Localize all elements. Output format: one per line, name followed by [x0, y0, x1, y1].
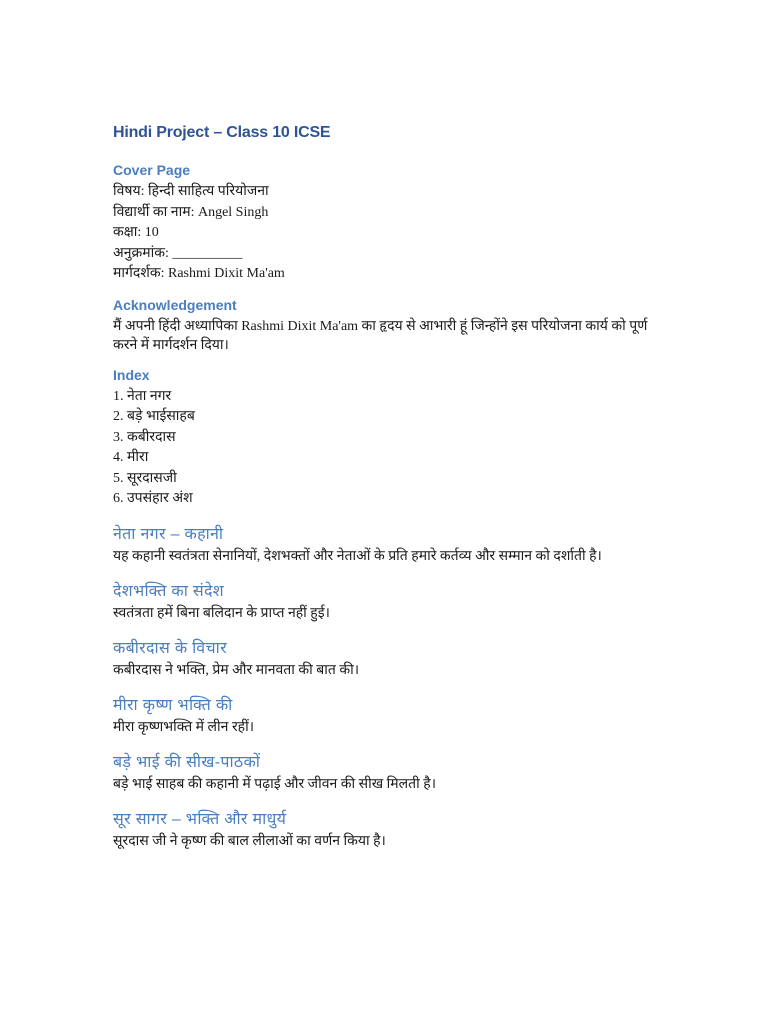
acknowledgement-heading: Acknowledgement	[113, 296, 237, 313]
chapter-section	[113, 693, 658, 737]
index-item: 5. सूरदासजी	[113, 470, 177, 486]
chapter-text: बड़े भाई साहब की कहानी में पढ़ाई और जीवन की सीख मिलती है।	[113, 776, 437, 792]
cover-section	[113, 162, 658, 285]
chapter-heading: देशभक्ति का संदेश	[113, 582, 224, 600]
chapter-section	[113, 522, 658, 566]
index-item: 1. नेता नगर	[113, 388, 172, 404]
index-section	[113, 367, 658, 510]
chapter-heading: सूर सागर – भक्ति और माधुर्य	[113, 810, 287, 828]
chapter-text: स्वतंत्रता हमें बिना बलिदान के प्राप्त नहीं हुई।	[113, 605, 330, 621]
chapter-section	[113, 636, 658, 680]
index-item: 3. कबीरदास	[113, 429, 176, 445]
chapter-heading: मीरा कृष्ण भक्ति की	[113, 696, 233, 714]
cover-line-class: कक्षा: 10	[113, 225, 159, 240]
chapter-heading: नेता नगर – कहानी	[113, 525, 224, 543]
index-list	[113, 387, 658, 510]
chapter-heading: कबीरदास के विचार	[113, 639, 227, 657]
index-heading: Index	[113, 366, 150, 383]
chapter-section	[113, 807, 658, 851]
index-item: 6. उपसंहार अंश	[113, 491, 193, 506]
acknowledgement-text: मैं अपनी हिंदी अध्यापिका Rashmi Dixit Ma'am का हृदय से आभारी हूं जिन्होंने इस परियोजना कार्य को पूर्ण करने में मार्गदर्शन दिया।	[113, 318, 648, 353]
acknowledgement-section	[113, 297, 658, 355]
document-title: Hindi Project – Class 10 ICSE	[113, 124, 331, 141]
chapter-section	[113, 750, 658, 794]
cover-line-subject: विषय: हिन्दी साहित्य परियोजना	[113, 184, 269, 199]
chapter-text: यह कहानी स्वतंत्रता सेनानियों, देशभक्तों और नेताओं के प्रति हमारे कर्तव्य और सम्मान को दर्शाती है।	[113, 548, 602, 564]
cover-heading: Cover Page	[113, 162, 191, 178]
document-page	[113, 124, 658, 864]
cover-line-student: विद्यार्थी का नाम: Angel Singh	[113, 204, 269, 220]
chapter-section	[113, 579, 658, 623]
chapter-text: सूरदास जी ने कृष्ण की बाल लीलाओं का वर्णन किया है।	[113, 833, 386, 849]
cover-line-roll: अनुक्रमांक: __________	[113, 245, 243, 261]
chapter-text: मीरा कृष्णभक्ति में लीन रहीं।	[113, 719, 255, 735]
chapter-text: कबीरदास ने भक्ति, प्रेम और मानवता की बात की।	[113, 662, 360, 678]
cover-line-guide: मार्गदर्शक: Rashmi Dixit Ma'am	[113, 266, 285, 281]
chapter-heading: बड़े भाई की सीख-पाठकों	[113, 753, 261, 771]
index-item: 2. बड़े भाईसाहब	[113, 409, 195, 424]
index-item: 4. मीरा	[113, 450, 149, 465]
